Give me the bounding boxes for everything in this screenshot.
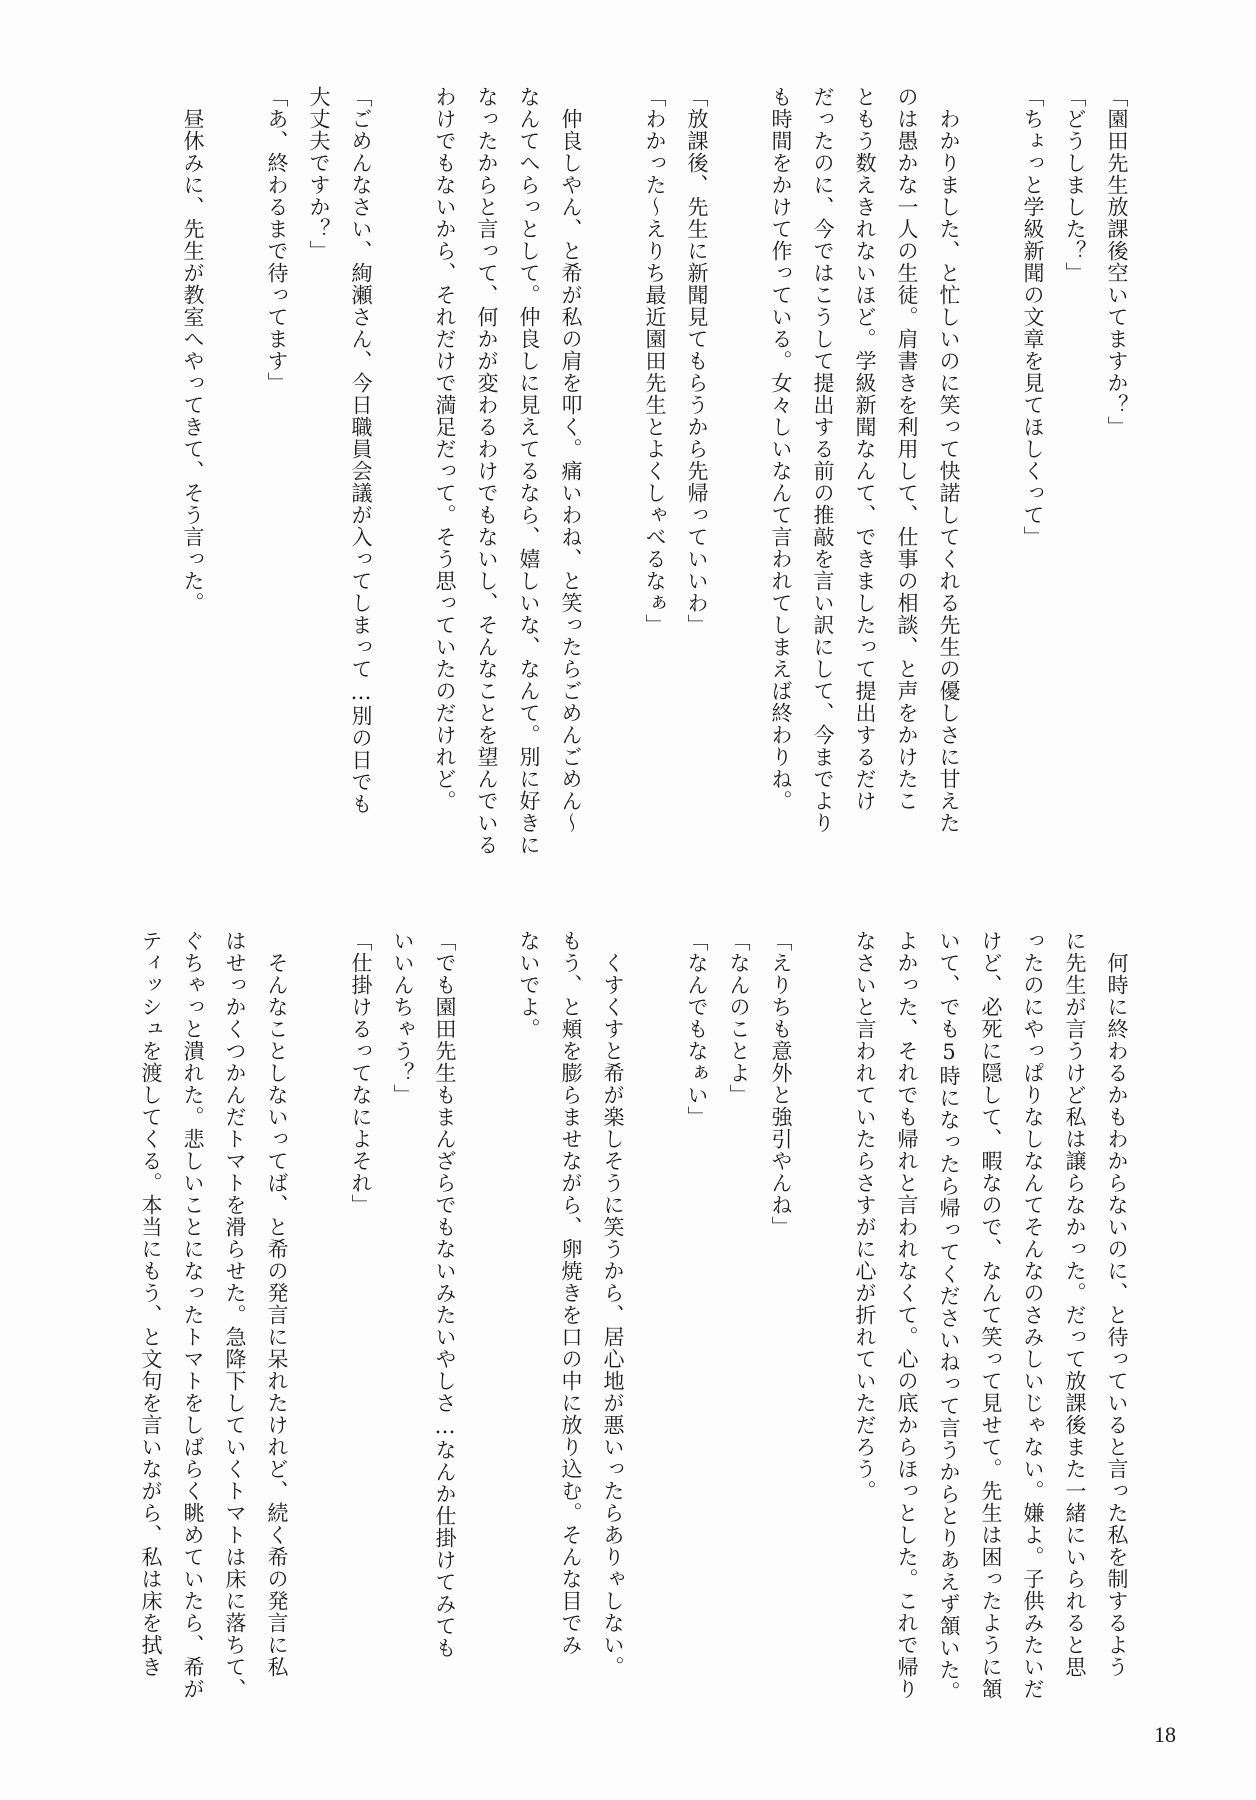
- text-line: [382, 86, 424, 886]
- text-line: いいんちゃう？」: [391, 930, 415, 1106]
- text-line: 「えりちも意外と強引やんね」: [769, 930, 793, 1238]
- text-line: [466, 930, 508, 1720]
- text-line: ともう数えきれないほど。学級新聞なんて、できましたって提出するだけ: [853, 86, 877, 812]
- text-line: 「わかった〜えりち最近園田先生とよくしゃべるなぁ」: [643, 86, 667, 636]
- text-line: [214, 86, 256, 886]
- text-line: 何時に終わるかもわからないのに、と待っていると言った私を制するよう: [1105, 930, 1129, 1678]
- text-line: 仲良しやん、と希が私の肩を叩く。痛いわね、と笑ったらごめんごめん〜: [559, 86, 583, 834]
- text-line: 「仕掛けるってなによそれ」: [349, 930, 373, 1216]
- text-line: わかりました、と忙しいのに笑って快諾してくれる先生の優しさに甘えた: [937, 86, 961, 834]
- text-line: ぐちゃっと潰れた。悲しいことになったトマトをしばらく眺めていたら、希が: [181, 930, 205, 1700]
- text-line: 「ごめんなさい、絢瀬さん、今日職員会議が入ってしまって…別の日でも: [349, 86, 373, 815]
- text-line: 「なんでもなぁい」: [685, 930, 709, 1128]
- text-line: 「あ、終わるまで待ってます」: [265, 86, 289, 394]
- top-text-block: [98, 86, 1138, 886]
- text-line: はせっかくつかんだトマトを滑らせた。急降下していくトマトは床に落ちて、: [223, 930, 247, 1700]
- text-line: いて、でも5時になったら帰ってくださいねって言うからとりあえず頷いた。: [937, 930, 961, 1703]
- text-line: だったのに、今ではこうして提出する前の推敲を言い訳にして、今までより: [811, 86, 835, 834]
- text-line: [592, 86, 634, 886]
- text-line: わけでもないから、それだけで満足だって。そう思っていたのだけれど。: [433, 86, 457, 812]
- text-line: [634, 930, 676, 1720]
- page-number: 18: [1154, 1722, 1176, 1747]
- text-line: ないでよ。: [517, 930, 541, 1040]
- text-line: もう、と頬を膨らませながら、卵焼きを口の中に放り込む。そんな目でみ: [559, 930, 583, 1656]
- text-line: ティッシュを渡してくる。本当にもう、と文句を言いながら、私は床を拭き: [139, 930, 163, 1678]
- text-line: 「園田先生放課後空いてますか？」: [1105, 86, 1129, 438]
- text-line: も時間をかけて作っている。女々しいなんて言われてしまえば終わりね。: [769, 86, 793, 812]
- text-line: [718, 86, 760, 886]
- text-line: 大丈夫ですか？」: [307, 86, 331, 262]
- text-line: [970, 86, 1012, 886]
- text-line: 「どうしました？」: [1063, 86, 1087, 284]
- text-line: のは愚かな一人の生徒。肩書きを利用して、仕事の相談、と声をかけたこ: [895, 86, 919, 812]
- text-line: なったからと言って、何かが変わるわけでもないし、そんなことを望んでいる: [475, 86, 499, 856]
- text-line: 「でも園田先生もまんざらでもないみたいやしさ…なんか仕掛けてみても: [433, 930, 457, 1659]
- text-line: なんてへらっとして。仲良しに見えてるなら、嬉しいな、なんて。別に好きに: [517, 86, 541, 856]
- text-line: けど、必死に隠して、暇なので、なんて笑って見せて。先生は困ったように頷: [979, 930, 1003, 1700]
- text-line: くすくすと希が楽しそうに笑うから、居心地が悪いったらありゃしない。: [601, 930, 625, 1678]
- text-line: [298, 930, 340, 1720]
- text-line: 「放課後、先生に新聞見てもらうから先帰っていいわ」: [685, 86, 709, 636]
- bottom-text-block: [98, 930, 1138, 1720]
- text-line: 「ちょっと学級新聞の文章を見てほしくって」: [1021, 86, 1045, 548]
- text-line: に先生が言うけど私は譲らなかった。だって放課後また一緒にいられると思: [1063, 930, 1087, 1678]
- text-line: [802, 930, 844, 1720]
- text-line: ったのにやっぱりなしなんてそんなのさみしいじゃない。嫌よ。子供みたいだ: [1021, 930, 1045, 1700]
- text-line: 「なんのことよ」: [727, 930, 751, 1106]
- text-line: 昼休みに、先生が教室へやってきて、そう言った。: [181, 86, 205, 614]
- text-line: よかった、それでも帰れと言われなくて。心の底からほっとした。これで帰り: [895, 930, 919, 1700]
- text-line: そんなことしないってば、と希の発言に呆れたけれど、続く希の発言に私: [265, 930, 289, 1678]
- text-line: なさいと言われていたらさすがに心が折れていただろう。: [853, 930, 877, 1502]
